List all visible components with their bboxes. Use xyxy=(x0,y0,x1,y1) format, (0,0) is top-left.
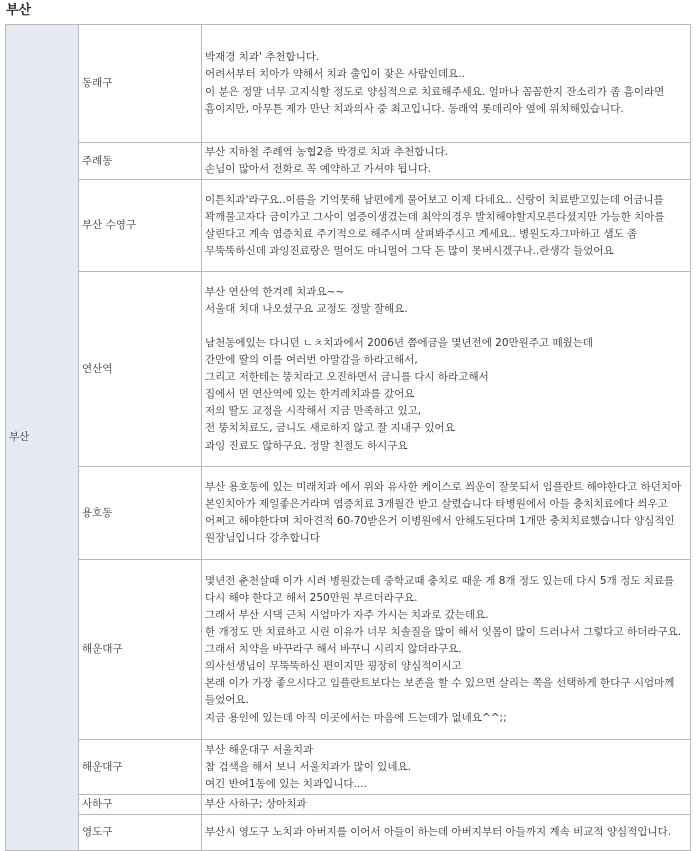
text-line: 그리고 저한테는 뚱치라고 오진하면서 금니를 다시 하라고해서 xyxy=(205,371,489,384)
text-line: 그래서 치약을 바꾸라구 해서 바꾸니 시리지 않더라구요. xyxy=(205,643,462,656)
area-cell: 해운대구 xyxy=(79,560,202,740)
text-line: 간만에 딸의 이를 여러번 아말감을 하라고해서, xyxy=(205,354,418,367)
text-line: 이 분은 정말 너무 고지식할 정도로 양심적으로 치료해주세요. 얼마나 꼼꼼한지 잔소리가 좀 흠이라면 흠이지만, 아무튼 제가 만난 치과의사 중 최고입니다. 동래역 롯데리아 옆에 위치해있습니다. xyxy=(205,85,665,115)
text-line: 그래서 부산 시댁 근처 시엄마가 자주 가시는 치과로 갔는데요. xyxy=(205,608,489,621)
text-cell xyxy=(202,143,691,180)
area-cell: 해운대구 xyxy=(79,740,202,795)
text-line: 의사선생님이 무뚝뚝하신 편이지만 굉장히 양심적이시고 xyxy=(205,660,462,673)
table-row xyxy=(6,143,691,180)
table-body xyxy=(6,25,691,851)
text-line: 참 검색을 해서 보니 서울치과가 많이 있네요. xyxy=(205,760,411,773)
text-line: 여긴 반여1동에 있는 치과입니다.... xyxy=(205,777,367,790)
area-cell: 연산역 xyxy=(79,272,202,467)
text-line: 부산 지하철 주례역 농협2층 박경로 치과 추천합니다. xyxy=(205,146,449,158)
table-row xyxy=(6,795,691,815)
text-line: 몇년전 춘천살때 이가 시려 병원갔는데 중학교때 충치로 때운 게 8개 정도 있는데 다시 5개 정도 치료를 다시 해야 한다고 해서 250만원 부르더라구요. xyxy=(205,574,675,604)
text-line: 박재경 치과' 추천합니다. xyxy=(205,51,320,64)
text-line: 이튼치과'라구요..이름을 기억못해 남편에게 물어보고 이제 다네요.. 신랑이 치료받고있는데 어금니를 꽉깨물고자다 금이가고 그사이 염증이생겼는데 최악의경우 발치해야할지모른다셨지만 가능한 치아를 살린다고 계속 염증치료 주기적으로 해주시며 살펴봐주시고 계세요.. 병원도자그마하고 샘도 좀 무뚝뚝하신데 과잉진료랑은 멀어도 마니멀어 그닥 돈 많이 못버시겠구나..란생각 들었어요 xyxy=(205,193,665,257)
text-cell xyxy=(202,272,691,467)
table-row xyxy=(6,180,691,272)
text-line xyxy=(205,318,687,335)
text-line: 남천동에있는 다니던 ㄴㅊ치과에서 2006년 쯤에금을 몇년전에 20만원주고 떼웠는데 xyxy=(205,337,594,349)
area-cell: 사하구 xyxy=(79,795,202,815)
table-row xyxy=(6,25,691,143)
text-line: 부산 용호동에 있는 미래치과 에서 위와 유사한 케이스로 씌운이 잘못되서 임플란트 해야한다고 하던치아 본인치아가 제일좋은거라며 염증치료 3개월간 받고 살렸습니다 타병원에서 아들 충치치료에다 씌우고 어쩌고 해야한다며 치아견적 60-70받은거 이병원에서 안해도된다며 1개만 충치치료했습니다 양심적인 원장님입니다 강추합니다 xyxy=(205,481,682,545)
text-line: 한 개정도 만 치료하고 시린 이유가 너무 치솔질을 많이 해서 잇몸이 많이 드러나서 그렇다고 하더라구요. xyxy=(205,626,682,639)
area-cell: 주례동 xyxy=(79,143,202,180)
text-line: 저의 딸도 교정을 시작해서 지금 만족하고 있고, xyxy=(205,405,422,418)
text-cell xyxy=(202,180,691,272)
text-cell xyxy=(202,740,691,795)
text-line: 과잉 진료도 않하구요. 정말 친절도 하시구요 xyxy=(205,439,408,452)
text-line: 어려서부터 치아가 약해서 치과 출입이 잦은 사람인데요.. xyxy=(205,68,465,81)
table-row xyxy=(6,272,691,467)
page-title: 부산 xyxy=(6,3,32,18)
area-cell: 용호동 xyxy=(79,467,202,560)
recommendation-table xyxy=(5,24,691,851)
region-cell: 부산 xyxy=(6,25,79,851)
text-line: 본래 이가 가장 좋으시다고 임플란트보다는 보존을 할 수 있으면 살리는 쪽을 선택하게 한다구 시엄마께 들었어요. xyxy=(205,677,675,707)
text-cell xyxy=(202,795,691,815)
text-line: 부산 사하구; 상아치과 xyxy=(205,798,307,811)
text-cell xyxy=(202,815,691,851)
text-line: 부산 연산역 한겨레 치과요~~ xyxy=(205,285,345,298)
table-row xyxy=(6,740,691,795)
text-cell xyxy=(202,467,691,560)
text-cell xyxy=(202,560,691,740)
table-row xyxy=(6,815,691,851)
table-row xyxy=(6,560,691,740)
text-line: 부산시 영도구 노치과 아버지를 이어서 아들이 하는데 아버지부터 아들까지 계속 비교적 양심적입니다. xyxy=(205,826,672,839)
area-cell: 영도구 xyxy=(79,815,202,851)
text-line: 지금 용인에 있는데 아직 이곳에서는 마음에 드는데가 없네요^^;; xyxy=(205,711,507,724)
table-row xyxy=(6,467,691,560)
text-line: 서울대 치대 나오셨구요 교정도 정말 잘해요. xyxy=(205,302,408,315)
text-line: 전 뚱치치료도, 금니도 새로하지 않고 잘 지내구 있어요 xyxy=(205,422,455,435)
area-cell: 부산 수영구 xyxy=(79,180,202,272)
text-line: 손님이 많아서 전화로 꼭 예약하고 가셔야 됩니다. xyxy=(205,163,432,176)
text-line: 집에서 먼 연산역에 있는 한겨레치과를 갔어요 xyxy=(205,388,415,401)
area-cell: 동래구 xyxy=(79,25,202,143)
text-line: 부산 해운대구 서울치과 xyxy=(205,743,314,756)
text-cell xyxy=(202,25,691,143)
